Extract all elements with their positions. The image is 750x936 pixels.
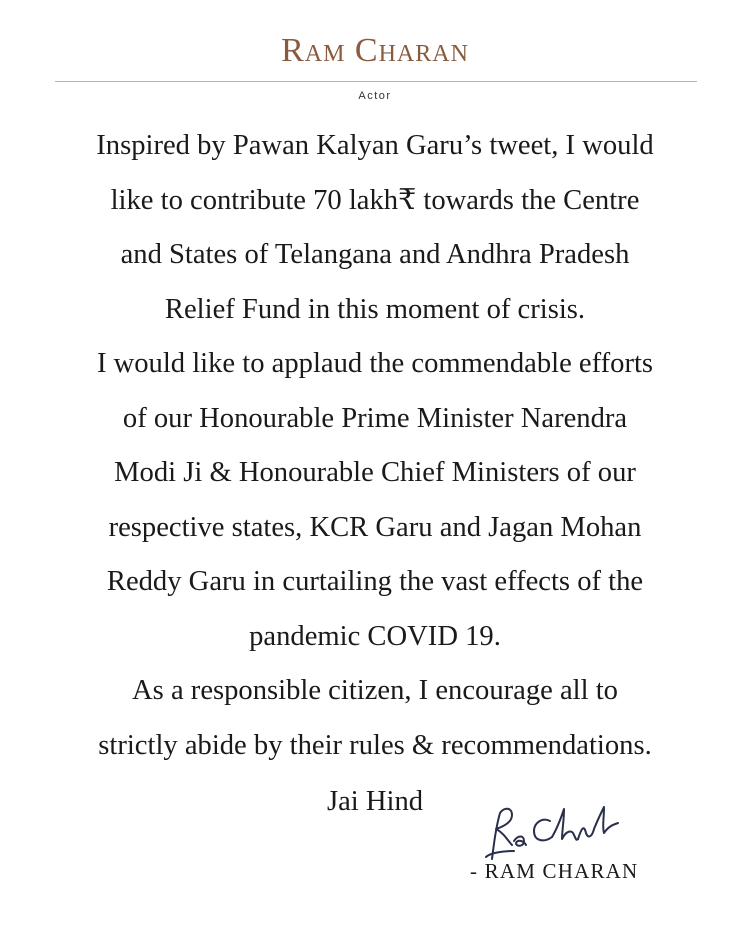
letter-line: Modi Ji & Honourable Chief Ministers of our: [114, 457, 636, 488]
letterhead-name: Ram Charan: [281, 32, 469, 69]
handwritten-signature: [478, 797, 648, 867]
letter-line: of our Honourable Prime Minister Narendra: [122, 402, 628, 434]
letterhead-divider: [55, 81, 697, 82]
letter-line: pandemic COVID 19.: [249, 620, 501, 652]
salutation: Jai Hind: [326, 786, 424, 817]
letterhead: [0, 0, 750, 110]
letter-line: like to contribute 70 lakh₹ towards the Centre: [110, 184, 640, 216]
letter-line: Relief Fund in this moment of crisis.: [164, 293, 586, 325]
letter-line: respective states, KCR Garu and Jagan Mohan: [108, 511, 642, 543]
letter-body: [30, 119, 720, 773]
letterhead-role: Actor: [358, 90, 392, 102]
letter-line: strictly abide by their rules & recommendations.: [98, 729, 652, 761]
letter-closing: [0, 779, 750, 936]
letter-line: As a responsible citizen, I encourage all to: [132, 675, 618, 706]
letter-line: Reddy Garu in curtailing the vast effects of the: [106, 566, 644, 597]
letter-line: Inspired by Pawan Kalyan Garu’s tweet, I would: [96, 130, 654, 161]
letter-line: and States of Telangana and Andhra Pradesh: [120, 239, 630, 270]
signature-name: - RAM CHARAN: [470, 859, 639, 883]
letter-line: I would like to applaud the commendable efforts: [96, 348, 654, 379]
